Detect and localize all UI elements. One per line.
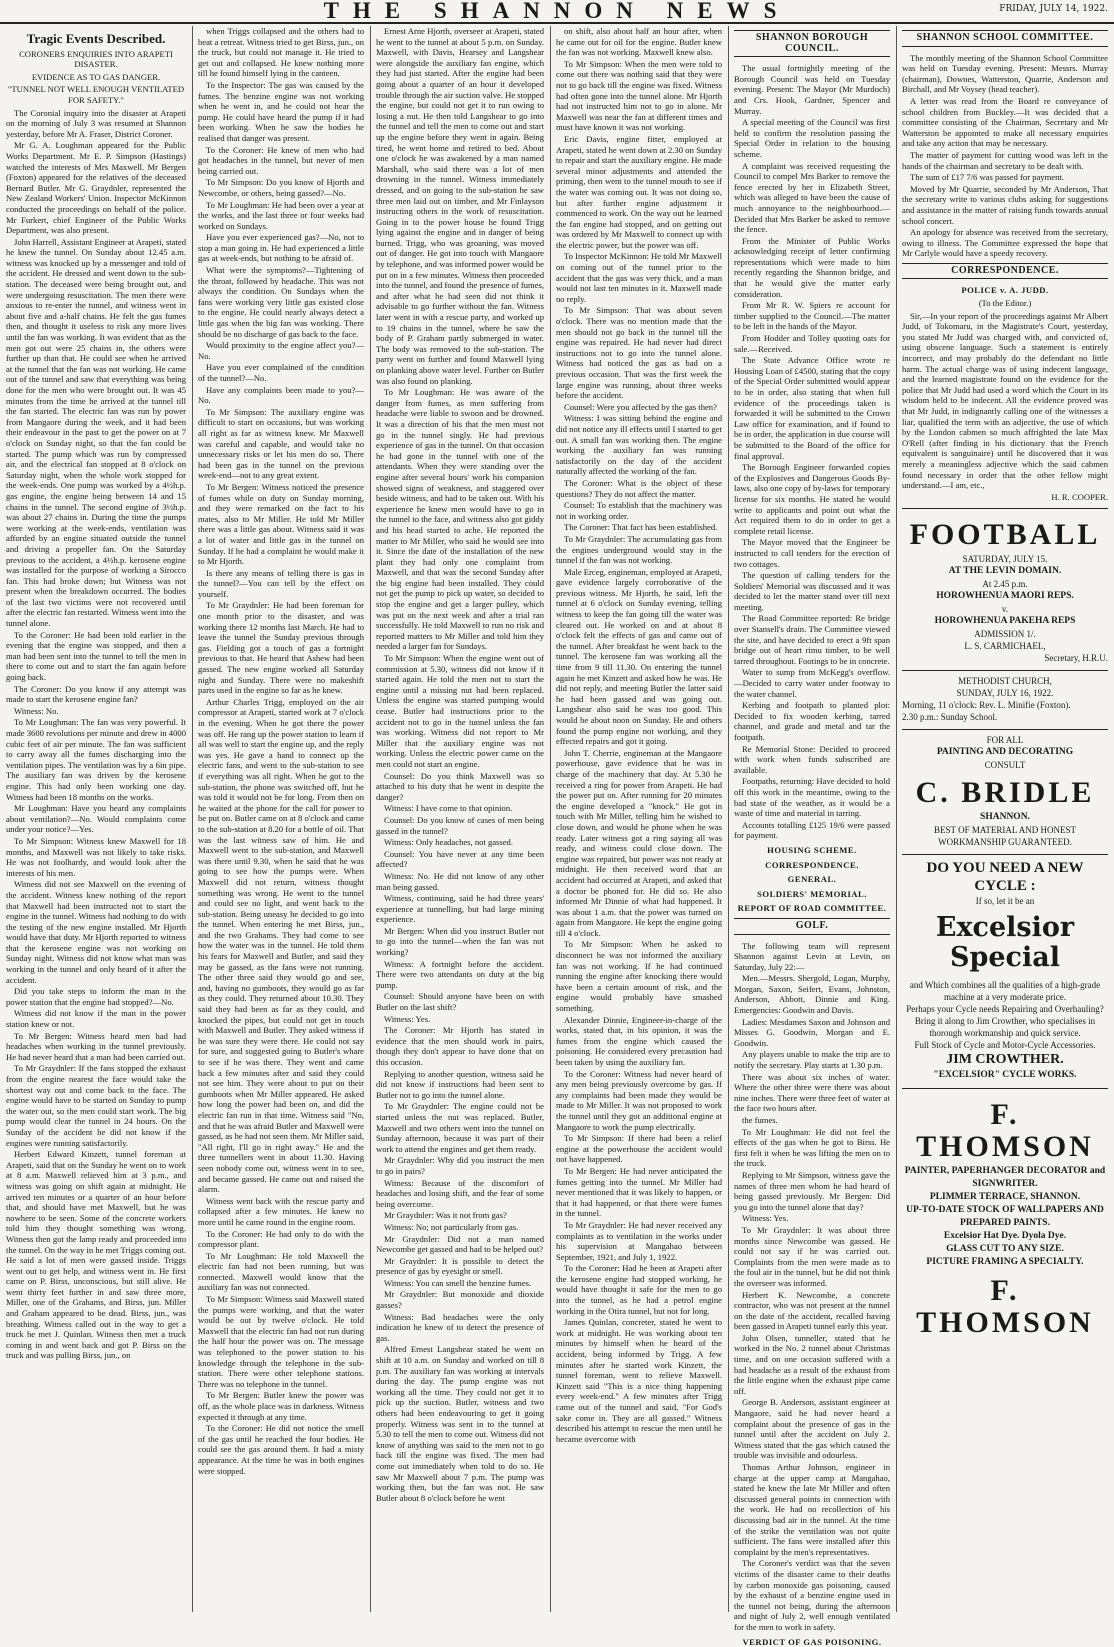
letter-subject: POLICE v. A. JUDD. <box>902 285 1108 296</box>
paragraph: A complaint was received requesting the Council to compel Mrs Barker to remove the fence erected by her in Elizabeth Street, which was alleged to have been the cause of much annoyance to the neighbourhood.—Decided that Mrs Barker be asked to remove the fence. <box>734 161 890 235</box>
section-subheading: VERDICT OF GAS POISONING. <box>734 1637 890 1647</box>
column-rule <box>192 26 193 1612</box>
column-rule <box>728 26 729 1612</box>
church-date: SUNDAY, JULY 16, 1922. <box>902 687 1108 699</box>
paragraph: Witness: Yes. <box>734 1213 890 1224</box>
paragraph: Mr Graydnler: Was it not from gas? <box>376 1210 544 1221</box>
paragraph: To Mr Simpson: Witness said Maxwell stated the pumps were working, and that the water would be out by twelve o'clock. He told Maxwell that the electric fan had not run during the half hour the power was on. The message was telephoned to the power station to his knowledge through the telephone in the sub-station. There were other telephone stations. There was no telephone in the tunnel. <box>198 1294 364 1389</box>
article-headline: Tragic Events Described. <box>6 34 186 45</box>
cycle-question: DO YOU NEED A NEW CYCLE : <box>902 859 1108 895</box>
paragraph: To Mr Simpson: Do you know of Hjorth and Newcombe, or others, being gassed?—No. <box>198 177 364 198</box>
paragraph: Accounts totalling £125 19/6 were passed for payment. <box>734 820 890 841</box>
paragraph: The usual fortnightly meeting of the Borough Council was held on Tuesday evening. Present: The Mayor (Mr Murdoch) and Crs. Hook, Gardner, Spencer and Murray. <box>734 63 890 116</box>
paragraph: Counsel: Were you affected by the gas then? <box>556 402 722 413</box>
bridle-consult: CONSULT <box>902 759 1108 771</box>
crowther-works: "EXCELSIOR" CYCLE WORKS. <box>902 1069 1108 1082</box>
paragraph: Re Memorial Stone: Decided to proceed with work when funds subscribed are available. <box>734 744 890 776</box>
paragraph: To Mr Simpson: When the men were told to come out there was nothing said that they were not to go back till the engine was fixed. Witness had often gone into the tunnel alone. Mr Hjorth had not instructed him not to go in alone. Mr Maxwell was near the fan at different times and must have known it was not working. <box>556 59 722 133</box>
paragraph: The Coroner: What is the object of these questions? They do not affect the matter. <box>556 478 722 499</box>
paragraph: Is there any means of telling there is gas in the tunnel?—You can tell by the effect on yourself. <box>198 568 364 600</box>
thomson-trade: PAINTER, PAPERHANGER DECORATOR and SIGNWRITER. <box>902 1165 1108 1191</box>
paragraph: To Mr Graydnler: It was about three months since Newcombe was gassed. He could not say if he was carried out. Complaints from the men were made as to the foul air in the tunnel, but he did not think the overseer was informed. <box>734 1225 890 1289</box>
paragraph: To Mr Simpson: That was about seven o'clock. There was no mention made that the men should not go back in the tunnel till the engine was repaired. He had never had direct instructions not to go into the tunnel alone. Witness had noticed the gas as bad on a previous occasion. That was the first week the large engine was running, about three weeks before the accident. <box>556 305 722 400</box>
football-venue: AT THE LEVIN DOMAIN. <box>902 565 1108 578</box>
paragraph: Witness: Bad headaches were the only indication he knew of to detect the presence of gas. <box>376 1312 544 1344</box>
football-secretary-role: Secretary, H.R.U. <box>902 652 1108 664</box>
paragraph: Herbert Edward Kinzett, tunnel foreman at Arapeti, said that on the Sunday he went on to work at 8 a.m. Maxwell relieved him at 3 p.m., and witness was going on shift again at midnight. He arrived ten minutes or a quarter of an hour before that, and should have met Maxwell, but he was nowhere to be seen. Some of the concrete workers told him they thought something was wrong. Witness then got the lamp ready and proceeded into the tunnel. On the way in he met Triggs coming out. He said a lot of men were gassed inside. Triggs went out to get help, and witness went in. He first came on P. Birss, unconscious, but still alive. He went thirty feet further in and saw three more, Miller, one of the Grahams, and Birss, jun. Miller and Graham appeared to be dead. Birss, jun., was breathing. Witness called out in the way to get a truck he met J. Quinlan. Witness then met a truck coming in and went back and got P. Birss on the truck and was pulling Birss, jun., on <box>6 1149 186 1361</box>
paragraph: To Mr Simpson: Witness knew Maxwell for 18 months, and Maxwell was not likely to take risks. He was not foolhardy, and would look after the interests of his men. <box>6 836 186 878</box>
bridle-tagline: BEST OF MATERIAL AND HONEST WORKMANSHIP GUARANTEED. <box>902 824 1108 848</box>
paragraph: Footpaths, returning: Have decided to hold off this work in the meantime, owing to the bad state of the weather, as it would be a waste of time and material in tarring. <box>734 776 890 818</box>
section-heading: GOLF. <box>734 918 890 935</box>
paragraph: Would proximity to the engine affect you?—No. <box>198 340 364 361</box>
column-rule <box>896 26 897 1612</box>
paragraph: Male Erceg, engineman, employed at Arapeti, gave evidence largely corroborative of the previous witness. Mr Hjorth, he said, left the tunnel at 6 o'clock on Sunday evening, telling witness to keep the fan going till the water was cleared out. He worked on and at about 8 o'clock felt the effects of gas and came out of the tunnel. After breakfast he went back to the tunnel. The kerosene fan was working all the time from 9 till 11.30. On entering the tunnel again he met Kinzett and asked how he was. He did not reply, and meeting Butler the latter said he had been gassed and was going out. Langshear also said he was too good. This would be about noon on Sunday. He and others found the pump engine not working, and they effected repairs and got it going. <box>556 567 722 747</box>
column-3 <box>376 26 544 1612</box>
cycle-repair: Perhaps your Cycle needs Repairing and Overhauling? Bring it along to Jim Crowther, who specialises in thorough workmanship and quick service. <box>902 1003 1108 1039</box>
paragraph: The Coroner: That fact has been established. <box>556 522 722 533</box>
article-body <box>198 26 364 1476</box>
paragraph: To Mr Bergen: Witness heard men had had headaches when working in the tunnel previously. He had never heard that a man had been carried out. <box>6 1031 186 1063</box>
paragraph: when Triggs collapsed and the others had to beat a retreat. Witness tried to get Birss, jun., on the truck, but could not manage it. He tried to get out and collapsed. He knew nothing more till he found himself lying in the canteen. <box>198 26 364 79</box>
paragraph: To the Coroner: Had he been at Arapeti after the kerosene engine had stopped working, he would have thought it safe for the men to go into the tunnel, as he had a petrol engine working in the Otira tunnel, but not for long. <box>556 1263 722 1316</box>
section-subheading: CORRESPONDENCE. <box>734 860 890 871</box>
paragraph: To Mr Simpson: If there had been a relief engine at the powerhouse the accident would not have happened. <box>556 1133 722 1165</box>
column-1 <box>6 26 186 1612</box>
football-time: At 2.45 p.m. <box>902 578 1108 590</box>
church-afternoon: 2.30 p.m.: Sunday School. <box>902 711 1108 723</box>
bridle-town: SHANNON. <box>902 811 1108 824</box>
article-subheading: CORONERS ENQUIRIES INTO ARAPETI DISASTER. <box>6 49 186 70</box>
cycle-name: Excelsior Special <box>902 913 1108 973</box>
article-body <box>376 26 544 1503</box>
paragraph: To Mr Loughman: He did not feel the effects of the gas when he got to Birss. He first felt it when he was lifting the men on to the truck. <box>734 1127 890 1169</box>
paragraph: To Mr Loughman: He had been over a year at the works, and the last three or four weeks had worked on Sundays. <box>198 200 364 232</box>
paragraph: The matter of payment for cutting wood was left in the hands of the chairman and secretary to be dealt with. <box>902 150 1108 171</box>
paragraph: Mr Graydnler: It is possible to detect the presence of gas by eyesight or smell. <box>376 1256 544 1277</box>
paragraph: To the Coroner: He had only to do with the compressor plant. <box>198 1229 364 1250</box>
paragraph: Mr Graydnler: Did not a man named Newcombe get gassed and had to be helped out? <box>376 1234 544 1255</box>
paragraph: To Mr Graydnler: He had never received any complaints as to ventilation in the works under his supervision at Mangahao between September, 1921, and July 1, 1922. <box>556 1220 722 1262</box>
cycle-stock: Full Stock of Cycle and Motor-Cycle Accessories. <box>902 1039 1108 1051</box>
paragraph: From Hodder and Tolley quoting oats for sale.—Received. <box>734 333 890 354</box>
paragraph: Witness: You can smell the benzine fumes. <box>376 1278 544 1289</box>
paragraph: To Mr Simpson: The auxiliary engine was difficult to start on occasions, but was working all right as far as witness knew. Mr Maxwell was careful and capable, and would take no unnecessary risks or let his men do so. There had been gas in the tunnel on the previous week-end—not to any great extent. <box>198 407 364 481</box>
paragraph: From Mr R. W. Spiers re account for timber supplied to the Council.—The matter to be left in the hands of the Mayor. <box>734 300 890 332</box>
paragraph: John Olsen, tunneller, stated that he worked in the No. 2 tunnel about Christmas time, and on one occasion suffered with a bad headache as a result of the exhaust from the little engine when the exhaust pipe came off. <box>734 1333 890 1397</box>
football-title: FOOTBALL <box>902 519 1108 551</box>
paragraph: The following team will represent Shannon against Levin at Levin, on Saturday, July 22:— <box>734 941 890 973</box>
paragraph: Witness did not know if the man in the power station knew or not. <box>6 1008 186 1029</box>
paragraph: the fumes. <box>734 1115 890 1126</box>
paragraph: Ladies: Mesdames Saxon and Johnson and Misses G. Goodwin, Morgan and E. Goodwin. <box>734 1017 890 1049</box>
paragraph: A special meeting of the Council was first held to confirm the resolution passing the Special Order in relation to the housing scheme. <box>734 117 890 159</box>
issue-date: FRIDAY, JULY 14, 1922. <box>999 4 1108 14</box>
paragraph: The Mayor moved that the Engineer be instructed to call tenders for the erection of two cottages. <box>734 537 890 569</box>
paragraph: The question of calling tenders for the Soldiers' Memorial was discussed and it was decided to let the matter stand over till next meeting. <box>734 570 890 612</box>
paragraph: Witness went back with the rescue party and collapsed after a few minutes. He knew no more until he came round in the engine room. <box>198 1196 364 1228</box>
football-team2: HOROWHENUA PAKEHA REPS <box>902 615 1108 628</box>
column-2 <box>198 26 364 1612</box>
paragraph: The Road Committee reported: Re bridge over Stansell's drain. The Committee viewed the site, and have decided to erect a 9ft span bridge out of heart rimu timber, to be well tarred throughout. Footings to be in concrete. <box>734 613 890 666</box>
column-rule <box>550 26 551 1612</box>
paragraph: To Inspector McKinnon: He told Mr Maxwell on coming out of the tunnel prior to the accident that the gas was very thick, and a man would not last ten minutes in it. Maxwell made no reply. <box>556 251 722 304</box>
paragraph: To Mr Loughman: He was aware of the danger from fumes, as men suffering from headache were liable to swoon and be drowned. It was a direction of his that the men must not go in the tunnel singly. He had previous experience of gas in the tunnel. On that occasion he had gone in the tunnel with one of the attendants. When they were standing over the engine after several hours' work his companion showed signs of weakness, and staggered over beside witness, and had to be taken out. With his experience he knew men would have to go in the tunnel to the face, and witness also got giddy and his head started to ache. He reported the matter to Mr Miller, who said he would see into it. Since the date of the installation of the new plant they had only one complaint from Maxwell, and that was the second Sunday after the big engine had been installed. They could not get the pump to pick up water, so decided to stop the engine and get a larger pulley, which was put on the next week and after a trial ran successfully. He told Maxwell to run no risk and reported matters to Mr Miller and told him they needed a larger fan for Sundays. <box>376 387 544 652</box>
paragraph: Mr Graydnler: Why did you instruct the men to go in pairs? <box>376 1155 544 1176</box>
thomson-name: F. THOMSON <box>902 1099 1108 1163</box>
paragraph: Witness: I was sitting behind the engine and did not notice any ill effects until I started to get out. A small fan was working then. The engine working the auxiliary fan was running satisfactorily on the day of the accident naturally affected the working of the fan. <box>556 413 722 477</box>
church-morning: Morning, 11 o'clock: Rev. L. Minifie (Foxton). <box>902 699 1108 711</box>
paragraph: The monthly meeting of the Shannon School Committee was held on Tuesday evening. Present: Messrs. Murray (chairman), Downes, Watterston, Quarrie, Anderson and Birchall, and Mr Voysey (head teacher). <box>902 53 1108 95</box>
paragraph: John Harrell, Assistant Engineer at Arapeti, stated he knew the tunnel. On Sunday about 12.45 a.m. witness was knocked up by a messenger and told of the accident. He dressed and went down to the sub-station. The deceased were being brought out, and were undergoing resuscitation. The men there were anxious to re-enter the tunnel, and witness went in about five and a-half chains. He felt the gas fumes then, and thought it useless to risk any more lives until the fan was working. It was evident that as the men got out were 25 chains in, the others were further up than that. He could see when he arrived at the tunnel that the fan was not working. He came out of the tunnel and saw that everything was being done for the men who were brought out. It was 45 minutes from the time he arrived at the tunnel till the fan started. The electric fan was run by power from Mangaore during the week, and it had been their endeavour in the past to get the power on at 7 o'clock on Sunday night, so that the fan could be started. The pump which was run by compressed air, and the electrical fan stopped at 8 o'clock on Saturday night, when the whole work stopped for the week-ends. One pump was worked by a 4½h.p. gas engine, the engine being between 14 and 15 chains in the tunnel. The second engine of 3½h.p. was about 27 chains in. During the time the pumps were working at the week-ends, ventilation was afforded by an engine situated outside the tunnel and driving a propeller fan. On the Saturday previous to the accident, a 4½h.p. kerosene engine was installed for the purpose of working a Sirocco fan. This had broke down; but Witness was not present when the breakdown occurred. The bodies of the last two victims were not recovered until after the electric fan restarted. Witness went into the tunnel alone. <box>6 237 186 629</box>
paragraph: Replying to another question, witness said he did not know if instructions had been sent to Butler not to go into the tunnel alone. <box>376 1069 544 1101</box>
paragraph: Counsel: You have never at any time been affected? <box>376 849 544 870</box>
newspaper-title: THE SHANNON NEWS <box>0 0 1114 24</box>
bridle-work: PAINTING AND DECORATING <box>902 746 1108 759</box>
paragraph: James Quinlan, concreter, stated he went to work at midnight. He was working about ten minutes by himself when he heard of the accident, being informed by Trigg. A few minutes after he started work Kinzett, the tunnel foreman, went to relieve Maxwell. Kinzett said "This is a nice thing happening every week-end." A few minutes after Trigg came out of the tunnel and said, "For God's sake come in. They are all gassed." Witness described his attempt to rescue the men until he became overcome with <box>556 1317 722 1444</box>
thomson-dyes: Excelsior Hat Dye. Dyola Dye. <box>902 1230 1108 1243</box>
paragraph: Water to sump from McKegg's overflow.—Decided to carry water under footway to the water channel. <box>734 667 890 699</box>
paragraph: An apology for absence was received from the secretary, owing to illness. The Committee expressed the hope that Mr Carlyle would have a speedy recovery. <box>902 227 1108 259</box>
paragraph: John T. Cherrie, engineman at the Mangaore powerhouse, gave evidence that he was in charge of the machinery that day. At 5.30 he received a ring for power from Arapeti. He had the power put on. After running for 20 minutes the engine developed a "knock." He got in touch with Mr Miller, telling him he wished to close down, and would he phone when he was ready. Later witness got a ring saying all was ready, and witness could close down. The engine was repaired, but power was not ready at midnight. He then received word that an accident had occurred at Arapeti, and asked that a doctor be phoned for. He did so. He also informed Mr Dinnie of what had happened. It was about 1 a.m. that the power was turned on again from Mangaore. He kept the engine going till 4 o'clock. <box>556 748 722 939</box>
council-report <box>734 63 890 841</box>
paragraph: To Mr Bergen: Butler knew the power was off, as the whole place was in darkness. Witness expected it through at any time. <box>198 1390 364 1422</box>
paragraph: Arthur Charles Trigg, employed on the air compressor at Arapeti, started work at 7 o'clock in the evening. When he got there the power was off. He rang up the power station to learn if all was well to start the engine up, and the reply was yes. He gave a hand to connect up the electric fans, and went to the sub-station to see if everything was all right. When he got to the sub-station, the phone was switched off, but he was told it would not be for long. From then on he waited at the phone for the call for power to be put on. Butler came on at 8 o'clock and came to the sub-station at 8.20 for a bottle of oil. That was the last witness saw of him. He and Maxwell went to the sub-station, and Maxwell was there until 9.30, when he said that he was going to see how the pumps were. When Maxwell did not return, witness thought something was wrong. He went to the tunnel and could see no light, and went back to the sub-station. Being uneasy he decided to go into the tunnel. When entering he met Birss, jun., and the two Grahams. They had come to see how the water was in the tunnel. He told them his fears for Maxwell and Butler, and said they may be gassed, as the fans were not running. The other three said they would go and see, and, having no gumboots, they would go as far as they could. They returned about 10.30. They said they had been as far as they could, and knocked the pipes, but could not get in touch with Maxwell and Butler. They asked witness if he was sure they were there. He could not say for sure, and suggested going to Butler's whare to see if he was there. They went and came back a few minutes after and said they could not see him. They were about to put on their gumboots when Mr Miller appeared. He asked how long the power had been on, and did the electric fan run in that time. Witness said "No, and that he was afraid Butler and Maxwell were gassed, as he had not seen them. Mr Miller said, "All right, I'll go in right away." He and the three tunnellers went in about 11.30. Having seen nobody come out, witness went in to see, and became gassed. He came out and raised the alarm. <box>198 697 364 1195</box>
paragraph: To the Coroner: He knew of men who had got headaches in the tunnel, but never of men being carried out. <box>198 145 364 177</box>
church-title: METHODIST CHURCH, <box>902 675 1108 687</box>
paragraph: A letter was read from the Board re conveyance of school children from Buckley.—It was decided that a committee consisting of the Chairman, Secretary and Mr Watterston be appointed to make all necessary enquiries and take any action that may be necessary. <box>902 96 1108 149</box>
article-body <box>556 26 722 1444</box>
paragraph: To Mr Graydnler: The accumulating gas from the engines underground would stay in the tunnel if the fan was not working. <box>556 534 722 566</box>
thomson-address: PLIMMER TERRACE, SHANNON. <box>902 1191 1108 1204</box>
paragraph: To the Coroner: Witness had never heard of any men being previously overcome by gas. If any complaints had been made they would be made to Mr Miller. It was not proposed to work the tunnel until they got an additional engine at Mangaore to work the pump electrically. <box>556 1069 722 1133</box>
paragraph: To the Coroner: He did not notice the smell of the gas until he reached the four bodies. He could see the gas around them. It had a misty appearance. At the time he was in both engines were stopped. <box>198 1423 364 1476</box>
golf-report <box>734 941 890 1115</box>
paragraph: Witness: No; not particularly from gas. <box>376 1222 544 1233</box>
paragraph: Herbert K. Newcombe, a concrete contractor, who was not present at the tunnel on the date of the accident, recalled having been gassed in Arapeti tunnel early this year. <box>734 1290 890 1332</box>
football-date: SATURDAY, JULY 15. <box>902 553 1108 565</box>
bridle-name: C. BRIDLE <box>902 777 1108 809</box>
paragraph: Mr Graydnler: But monoxide and dioxide gasses? <box>376 1289 544 1310</box>
letter-body: Sir,—In your report of the proceedings against Mr Albert Judd, of Tokomaru, in the Magistrate's Court, yesterday, you stated Mr Judd was charged with, and convicted of, using obscene language. Such a statement is entirely incorrect, and may probably do the defendant no little harm. The actual charge was of using indecent language, and the learned magistrate found on the evidence for the police that Mr Judd had used a word which the Court in its wisdom held to be indecent. All the evidence proved was that Mr Judd, in indignantly calling one of the witnesses a liar, qualified the term with an adjective, the use of which by the London cabmen so much affrighted the late Max O'Rell (after finding in his dictionary that the French equivalent is sanguinaire) until he discovered that it was merely a meaningless adjective which the said cabmen found necessary in order that the other fellow might understand.—I am, etc., <box>902 311 1108 491</box>
crowther-name: JIM CROWTHER. <box>902 1051 1108 1069</box>
column-rule <box>370 26 371 1612</box>
cycle-ad <box>902 854 1108 1082</box>
paragraph: Did you take steps to inform the man in the power station that the engine had stopped?—No. <box>6 986 186 1007</box>
paragraph: The Coronial inquiry into the disaster at Arapeti on the morning of July 3 was resumed at Shannon yesterday, before Mr A. Fraser, District Coroner. <box>6 108 186 140</box>
column-6 <box>902 26 1108 1612</box>
letter-signature: H. R. COOPER. <box>902 492 1108 503</box>
paragraph: Mr Loughman: Have you heard any complaints about ventilation?—No. Would complaints come under your notice?—Yes. <box>6 803 186 835</box>
article-subheading: "TUNNEL NOT WELL ENOUGH VENTILATED FOR SAFETY." <box>6 84 186 105</box>
paragraph: The Coroner: Do you know if any attempt was made to start the kerosene engine fan? <box>6 684 186 705</box>
football-team1: HOROWHENUA MAORI REPS. <box>902 590 1108 603</box>
section-subheading: GENERAL. <box>734 874 890 885</box>
paragraph: To Mr Graydnler: He had been foreman for one month prior to the disaster, and was working there 12 months last March. He had to leave the tunnel the Sunday previous through gas. Fielding got a touch of gas a fortnight previous to that. He heard that Ashew had been gassed. The new engine worked all Saturday night and Sunday. There were no makeshift parts used in the engine so far as he knew. <box>198 600 364 695</box>
paragraph: The Coroner's verdict was that the seven victims of the disaster came to their deaths by carbon monoxide gas poisoning, caused by the exhaust of a benzine engine used in the tunnel not being, during the afternoon and night of July 2, well enough ventilated for the men to work in safety. <box>734 1558 890 1632</box>
masthead <box>0 0 1114 24</box>
paragraph: Witness: Yes. <box>376 1014 544 1025</box>
paragraph: To the Inspector: The gas was caused by the fumes. The benzine engine was not working when he went in, and he could not hear the pump. He could have heard the pump if it had been working. When he saw the bodies he realised that danger was present. <box>198 80 364 144</box>
paragraph: There was about six inches of water. Where the other three were there was about nine inches. There were three feet of water at the face two hours after. <box>734 1072 890 1114</box>
paragraph: Mr Bergen: When did you instruct Butler not to go into the tunnel—when the fan was not working? <box>376 926 544 958</box>
paragraph: To Mr Graydnler: If the fans stopped the exhaust from the engine nearest the face would take the shortest way out and come back to the face. The engine would have to be started on Sunday to pump the water out, so the men could start work. The big pump would clear the tunnel in 24 hours. On the Sunday of the accident he did not know if the engines were running satisfactorily. <box>6 1063 186 1148</box>
paragraph: Alfred Ernest Langshear stated he went on shift at 10 a.m. on Sunday and worked on till 8 p.m. The auxiliary fan was working at intervals during the day. The pump engine was not working all the time. They could not get it to pick up the suction. Butler, witness and two others had been endeavouring to get it going properly. Witness was sent in to the tunnel at 5.30 to tell the men to come out. Witness did not know of anything was said to the men not to go back till the engine was fixed. The men had come out immediately when told to do so. He saw Mr Maxwell about 7 p.m. The pump was working then, but the fan was not. He saw Butler about 8 o'clock before he went <box>376 1344 544 1503</box>
paragraph: Witness: I have come to that opinion. <box>376 803 544 814</box>
paragraph: Witness: No. He did not know of any other man being gassed. <box>376 871 544 892</box>
church-notice <box>902 670 1108 723</box>
thomson-ad <box>902 1088 1108 1339</box>
thomson-frame: PICTURE FRAMING A SPECIALTY. <box>902 1256 1108 1269</box>
paragraph: The Borough Engineer forwarded copies of the Explosives and Dangerous Goods By-laws, also one copy of by-laws for temporary license for six months. He stated he would write to applicants and point out what the Act required them to do in order to get a complete retail license. <box>734 462 890 536</box>
inquest-continued <box>734 1115 890 1633</box>
paragraph: To Mr Simpson: When he asked to disconnect he was not informed the auxiliary fan was not working. If he had continued running the engine after knocking there would have been a certain amount of risk, and the engine would probably have smashed something. <box>556 939 722 1013</box>
paragraph: Counsel: To establish that the machinery was not in working order. <box>556 500 722 521</box>
paragraph: Witness: A fortnight before the accident. There were two attendants on duty at the big pump. <box>376 959 544 991</box>
article-subheading: EVIDENCE AS TO GAS DANGER. <box>6 72 186 83</box>
paragraph: Thomas Arthur Johnson, engineer in charge at the upper camp at Mangahao, stated he knew the late Mr Miller and often discussed general points in connection with the work. He had no recollection of his discussing bad air in the tunnel. At the time of the strike the ventilation was not quite sufficient. The fans were installed after this complaint by the men's representatives. <box>734 1462 890 1557</box>
paragraph: Witness, continuing, said he had three years' experience at tunnelling, but had large mining experience. <box>376 893 544 925</box>
paragraph: To Mr Simpson: When the engine went out of commission at 5.30, witness did not know if it started again. He told the men not to start the engine until a missing nut had been replaced. Unless the engine was started pumping would cease. Butler had instructions prior to the accident not to go in the tunnel unless the fan was working. Witness did not report to Mr Miller that the auxiliary engine was not working. Unless the electric power came on the men could not start an engine. <box>376 653 544 770</box>
paragraph: Counsel: Should anyone have been on with Butler on the last shift? <box>376 991 544 1012</box>
paragraph: From the Minister of Public Works acknowledging receipt of letter confirming representations which were made to him recently regarding the Shannon bridge, and that he would give the matter early consideration. <box>734 236 890 300</box>
paragraph: on shift, also about half an hour after, when he came out for oil for the engine. Butler knew the fan was not working. Maxwell knew also. <box>556 26 722 58</box>
paragraph: Mr G. A. Loughman appeared for the Public Works Department. Mr E. P. Simpson (Hastings) watched the interests of Mrs Maxwell. Mr Bergen (Foxton) appeared for the relatives of the deceased Bernard Butler. Mr G. Graydnler, represented the New Zealand Workers' Union. Inspector McKinnon conducted the proceedings on behalf of the police. Mr Furkert, chief Engineer of the Public Works Department, was also present. <box>6 140 186 235</box>
section-subheading: REPORT OF ROAD COMMITTEE. <box>734 903 890 914</box>
paragraph: Counsel: Do you know of cases of men being gassed in the tunnel? <box>376 815 544 836</box>
paragraph: The sum of £17 7/6 was passed for payment. <box>902 172 1108 183</box>
football-admission: ADMISSION 1/. <box>902 628 1108 640</box>
paragraph: The Coroner: Mr Hjorth has stated in evidence that the men should work in pairs, though they don't appear to have done that on this occasion. <box>376 1025 544 1067</box>
paragraph: To Mr Bergen: Witness noticed the presence of fumes while on duty on Sunday morning, and they were remarked on the fact to his mates, also to Mr Miller. He told Mr Miller there was a little gas about. Witness said it was a lot of water and little gas in the tunnel on Sunday. If he had a complaint he would make it to Mr Hjorth. <box>198 482 364 567</box>
bridle-ad <box>902 729 1108 848</box>
paragraph: Have you ever complained of the condition of the tunnel?—No. <box>198 362 364 383</box>
paragraph: Any players unable to make the trip are to notify the secretary. Play starts at 1.30 p.m. <box>734 1049 890 1070</box>
paragraph: To Mr Bergen: He had never anticipated the fumes getting into the tunnel. Mr Miller had never mentioned that it was likely to happen, or that it had happened, or that there were fumes in the tunnel. <box>556 1166 722 1219</box>
football-ad <box>902 508 1108 664</box>
paragraph: Replying to Mr Simpson, witness gave the names of three men whom he had heard of being gassed previously. Mr Bergen: Did you go into the tunnel alone that day? <box>734 1170 890 1212</box>
paragraph: Men.—Messrs. Shergold, Logan, Murphy, Morgan, Saxon, Seifert, Evans, Johnston, Anderson, Abbott, Dinnie and King. Emergencies: Goodwin and Davis. <box>734 973 890 1015</box>
cycle-if: If so, let it be an <box>902 895 1108 907</box>
paragraph: Eric Davis, engine fitter, employed at Arapeti, stated he went down at 2.30 on Sunday to repair and start the auxiliary engine. He made several minor adjustments and attended the priming, then went to the tunnel mouth to see if the water was coming out. It was not doing so, but after further engine adjustment it commenced to work. On the way out he learned the fan engine had stopped, and on getting out was ordered by Mr Maxwell to connect up with the electric power, but the power was off. <box>556 134 722 251</box>
paragraph: To the Coroner: He had been told earlier in the evening that the engine was stopped, and then a man had been sent into the tunnel to tell the men in there to come out and to start the fan again before going back. <box>6 630 186 683</box>
section-subheading: HOUSING SCHEME. <box>734 845 890 856</box>
section-heading: SHANNON BOROUGH COUNCIL. <box>734 30 890 57</box>
football-versus: v. <box>902 603 1108 615</box>
paragraph: The State Advance Office wrote re Housing Loan of £4500, stating that the copy of the Special Order submitted would appear to be in order, also stating that when full evidence of the proceedings taken is forwarded it will be submitted to the Crown Law office for examination, and if found to be in order, the application in due course will be submitted to the Board of the office for final approval. <box>734 355 890 461</box>
cycle-description: and Which combines all the qualities of a high-grade machine at a very moderate price. <box>902 979 1108 1003</box>
letter-to: (To the Editor.) <box>902 298 1108 309</box>
paragraph: Witness: No. <box>6 706 186 717</box>
column-5 <box>734 26 890 1612</box>
paragraph: Witness: Only headaches, not gassed. <box>376 837 544 848</box>
column-4 <box>556 26 722 1612</box>
paragraph: What were the symptoms?—Tightening of the throat, followed by headache. This was not always the condition. On Sundays when the fans were working very little gas existed close to the engine. He could nearly always detect a little gas when the big fan was working. There should be no discharge of gas back to the face. <box>198 265 364 339</box>
paragraph: To Mr Loughman: The fan was very powerful. It made 3600 revolutions per minute and drew in 4000 cubic feet of air per minute. The fan was sufficient to carry away all the fumes discharging into the ventilation pipes. The ventilation was by a 6in pipe. The auxiliary fan was driven by the kerosene engine. This had only been working one day. Witness had been 18 months on the works. <box>6 717 186 802</box>
paragraph: To Mr Graydnler: The engine could not be started unless the nut was replaced. Butler, Maxwell and two others went into the tunnel on Sunday afternoon, because it was part of their work to attend the engines and get them ready. <box>376 1101 544 1154</box>
thomson-glass: GLASS CUT TO ANY SIZE. <box>902 1243 1108 1256</box>
paragraph: Witness: Because of the discomfort of headaches and losing shift, and the fear of some being overcome. <box>376 1178 544 1210</box>
thomson-name-repeat: F. THOMSON <box>902 1275 1108 1339</box>
school-report <box>902 53 1108 259</box>
article-body <box>6 108 186 1361</box>
thomson-stock: UP-TO-DATE STOCK OF WALLPAPERS AND PREPARED PAINTS. <box>902 1204 1108 1230</box>
paragraph: Have you ever experienced gas?—No, not to stop a man going in. He had experienced a little gas at week-ends, but nothing to be afraid of. <box>198 232 364 264</box>
paragraph: George B. Anderson, assistant engineer at Mangaore, said he had never heard a complaint about the presence of gas in the tunnel until after the accident on July 2. Witness stated that the gas which caused the trouble was invisible and odourless. <box>734 1397 890 1461</box>
section-heading: SHANNON SCHOOL COMMITTEE. <box>902 30 1108 47</box>
paragraph: Have any complaints been made to you?—No. <box>198 385 364 406</box>
paragraph: Moved by Mr Quarrie, seconded by Mr Anderson, That the secretary write to various clubs asking for suggestions and assistance in the matter of raising funds towards annual school concert. <box>902 184 1108 226</box>
bridle-for: FOR ALL <box>902 734 1108 746</box>
section-subheading: SOLDIERS' MEMORIAL. <box>734 889 890 900</box>
paragraph: Witness did not see Maxwell on the evening of the accident. Witness knew nothing of the report that Maxwell had been instructed not to start the engine in the tunnel. Witness had nothing to do with the testing of the new engine installed. Mr Hjorth would have that duty. Mr Hjorth reported to witness that the kerosene engine was not working on Sunday night. Witness did not know what man was working in the tunnel and only heard of it after the accident. <box>6 879 186 985</box>
paragraph: To Mr Loughman: He told Maxwell the electric fan had not been running, but was connected. Maxwell would know that the auxiliary fan was not connected. <box>198 1251 364 1293</box>
paragraph: Ernest Arne Hjorth, overseer at Arapeti, stated he went to the tunnel at about 5 p.m. on Sunday. Maxwell, with Davis, Hearsey and Langshear were alongside the auxiliary fan engine, which they had just started. After the engine had been going about a quarter of an hour it developed trouble through the air suction valve. He stopped the engine, but could not get it to run owing to losing a nut. He then told Langshear to go into the tunnel and tell the men to come out and start up the engine before they went in again. Being tired, he went home and retired to bed. About one o'clock he was awakened by a man named Marshall, who said there was a lot of men drowning in the tunnel. Witness immediately dressed, and on going to the sub-station he saw three men laid out on timber, and Mr Finlayson instructing others in the work of resuscitation. Going in to the power house he found Trigg lying against the engine and in danger of being burned. Trigg, who was groaning, was moved out of danger. He got into touch with Mangaore by telephone, and was informed power would be put on in a few minutes. Witness then proceeded into the tunnel, and found the presence of fumes, and after what he had seen did not think it advisable to go further without the fan. Witness later went in with a rescue party, and worked up to 19 chains in the tunnel, where he saw the body of P. Graham partly submerged in water. The body was removed to the sub-station. The party went on further and found Maxwell lying on planking above water level. Further on Butler was also found on planking. <box>376 26 544 386</box>
section-heading: CORRESPONDENCE. <box>902 263 1108 280</box>
paragraph: Alexander Dinnie, Engineer-in-charge of the works, stated that, in his opinion, it was the fumes from the engine which caused the poisoning. He considered every precaution had been taken by using the auxiliary fan. <box>556 1015 722 1068</box>
paragraph: Counsel: Do you think Maxwell was so attached to his duty that he went in despite the danger? <box>376 771 544 803</box>
football-secretary: L. S. CARMICHAEL, <box>902 640 1108 652</box>
paragraph: Kerbing and footpath to planted plot: Decided to fix wooden kerbing, tarred channel, and grade and metal and tar the footpath. <box>734 700 890 742</box>
